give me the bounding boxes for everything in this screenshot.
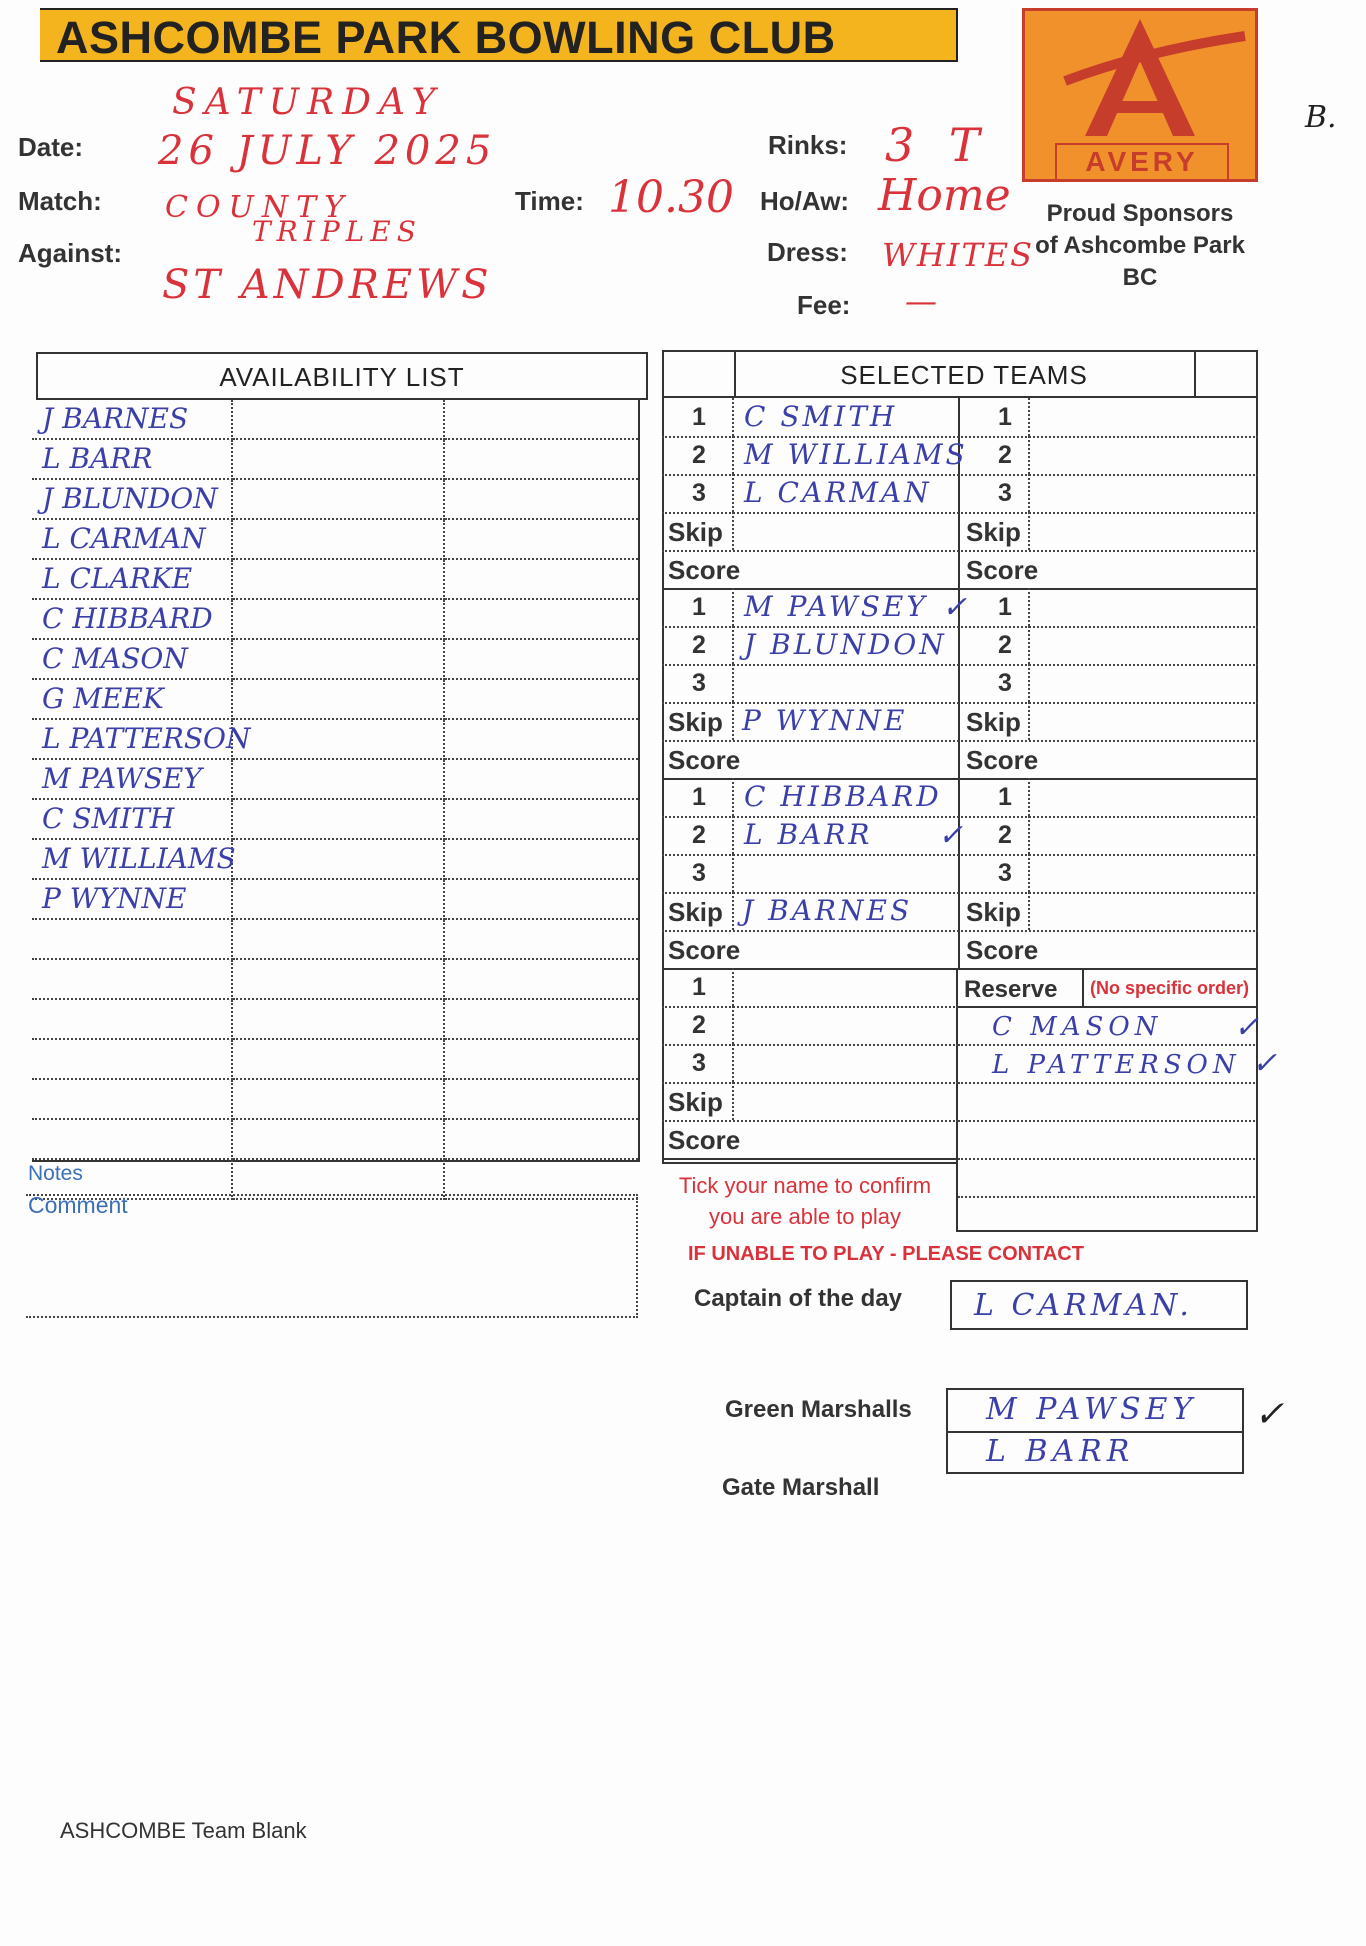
- selected-title: SELECTED TEAMS: [840, 360, 1088, 390]
- availability-row: [32, 839, 638, 879]
- selected-player[interactable]: C SMITH: [744, 400, 898, 433]
- sponsor-line-2: of Ashcombe Park: [1035, 232, 1245, 259]
- availability-cell[interactable]: [32, 519, 232, 559]
- availability-cell[interactable]: [232, 879, 444, 919]
- player-number: 2: [998, 821, 1012, 849]
- availability-row: [32, 679, 638, 719]
- sponsor-line-1: Proud Sponsors: [1046, 200, 1234, 227]
- sponsor-line-3: BC: [1122, 264, 1158, 291]
- tick-mark-icon: ✓: [1252, 1046, 1278, 1081]
- date-label: Date:: [18, 132, 84, 162]
- availability-row: [32, 559, 638, 599]
- availability-cell[interactable]: [444, 1079, 638, 1119]
- score-label: Score: [966, 745, 1039, 775]
- match-label: Match:: [18, 186, 102, 216]
- avery-logo: [1022, 8, 1258, 182]
- availability-row: [32, 959, 638, 999]
- availability-cell[interactable]: [444, 439, 638, 479]
- availability-cell[interactable]: [32, 919, 232, 959]
- availability-cell[interactable]: [32, 1119, 232, 1159]
- availability-row: [32, 999, 638, 1039]
- availability-cell[interactable]: [444, 559, 638, 599]
- availability-cell[interactable]: [444, 519, 638, 559]
- availability-cell[interactable]: [232, 839, 444, 879]
- availability-cell[interactable]: [232, 679, 444, 719]
- availability-cell[interactable]: [32, 400, 232, 439]
- availability-cell[interactable]: [32, 879, 232, 919]
- availability-cell[interactable]: [444, 879, 638, 919]
- selected-player[interactable]: C HIBBARD: [744, 780, 942, 813]
- dress-label: Dress:: [767, 237, 848, 267]
- selected-player[interactable]: J BARNES: [742, 894, 913, 927]
- availability-cell[interactable]: [444, 1039, 638, 1079]
- tick-mark-icon: ✓: [942, 590, 968, 625]
- availability-list: [32, 400, 640, 1162]
- tick-instruction: [660, 1170, 950, 1232]
- green-marshalls-box: [946, 1388, 1244, 1474]
- availability-cell[interactable]: [32, 1079, 232, 1119]
- selected-player[interactable]: M PAWSEY: [744, 590, 928, 623]
- availability-cell[interactable]: [444, 400, 638, 439]
- availability-name: L BARR: [42, 442, 153, 475]
- reserve-note: (No specific order): [1090, 978, 1250, 998]
- availability-cell[interactable]: [32, 799, 232, 839]
- availability-name: C MASON: [42, 642, 188, 675]
- availability-name: M WILLIAMS: [42, 842, 236, 875]
- availability-cell[interactable]: [32, 719, 251, 759]
- selected-player[interactable]: P WYNNE: [742, 704, 908, 737]
- availability-row: [32, 1039, 638, 1079]
- player-number: 3: [998, 669, 1012, 697]
- against-value: ST ANDREWS: [162, 262, 493, 308]
- dress-value: WHITES: [882, 236, 1035, 274]
- availability-cell[interactable]: [32, 1039, 232, 1079]
- skip-label: Skip: [966, 707, 1021, 737]
- availability-name: C SMITH: [42, 802, 175, 835]
- availability-cell[interactable]: [444, 839, 638, 879]
- availability-cell[interactable]: [444, 999, 638, 1039]
- player-number: 1: [998, 783, 1012, 811]
- green-marshall-tick-icon: ✓: [1254, 1394, 1285, 1435]
- score-label: Score: [668, 1125, 741, 1155]
- corner-mark: B.: [1305, 100, 1337, 135]
- club-title-banner: [40, 8, 958, 62]
- skip-label: Skip: [966, 517, 1021, 547]
- availability-cell[interactable]: [32, 999, 232, 1039]
- match-value-line1: COUNTY: [165, 190, 352, 225]
- availability-cell[interactable]: [32, 439, 232, 479]
- green-marshalls-label: Green Marshalls: [725, 1396, 912, 1423]
- availability-row: [32, 519, 638, 559]
- availability-title: AVAILABILITY LIST: [219, 362, 465, 392]
- date-value: 26 JULY 2025: [158, 128, 497, 174]
- availability-cell[interactable]: [232, 400, 444, 439]
- player-number: 3: [692, 479, 706, 507]
- skip-label: Skip: [668, 707, 723, 737]
- match-value-line2: TRIPLES: [252, 215, 422, 248]
- availability-cell[interactable]: [232, 599, 444, 639]
- availability-cell[interactable]: [232, 1159, 444, 1199]
- skip-label: Skip: [668, 517, 723, 547]
- score-label: Score: [668, 555, 741, 585]
- availability-cell[interactable]: [232, 479, 444, 519]
- player-number: 3: [692, 859, 706, 887]
- comment-box[interactable]: [26, 1194, 638, 1318]
- availability-cell[interactable]: [32, 759, 232, 799]
- availability-row: [32, 639, 638, 679]
- green-marshall-1: M PAWSEY: [986, 1392, 1198, 1427]
- fee-value: —: [905, 282, 937, 320]
- player-number: 2: [692, 1011, 706, 1039]
- availability-cell[interactable]: [232, 639, 444, 679]
- player-number: 1: [692, 593, 706, 621]
- availability-row: [32, 400, 638, 439]
- availability-cell[interactable]: [232, 559, 444, 599]
- selected-teams: [662, 350, 1278, 1162]
- availability-name: G MEEK: [42, 682, 164, 715]
- availability-header: [36, 352, 648, 400]
- availability-row: [32, 879, 638, 919]
- availability-cell[interactable]: [444, 679, 638, 719]
- notes-label: Notes: [28, 1162, 83, 1185]
- player-number: 1: [998, 403, 1012, 431]
- availability-name: M PAWSEY: [42, 762, 202, 795]
- availability-cell[interactable]: [444, 799, 638, 839]
- availability-cell[interactable]: [444, 919, 638, 959]
- score-label: Score: [668, 935, 741, 965]
- availability-cell[interactable]: [444, 639, 638, 679]
- availability-cell[interactable]: [444, 959, 638, 999]
- availability-cell[interactable]: [232, 1039, 444, 1079]
- player-number: 2: [998, 631, 1012, 659]
- availability-cell[interactable]: [32, 679, 232, 719]
- selected-player[interactable]: M WILLIAMS: [744, 438, 968, 471]
- availability-cell[interactable]: [444, 719, 638, 759]
- availability-name: J BLUNDON: [42, 482, 218, 515]
- sponsor-text: [1022, 198, 1258, 294]
- availability-cell[interactable]: [32, 959, 232, 999]
- availability-cell[interactable]: [232, 1079, 444, 1119]
- reserve-player[interactable]: C MASON: [992, 1012, 1163, 1042]
- availability-cell[interactable]: [232, 799, 444, 839]
- player-number: 3: [692, 1049, 706, 1077]
- availability-name: L CLARKE: [42, 562, 193, 595]
- tick-mark-icon: ✓: [1234, 1010, 1260, 1045]
- availability-cell[interactable]: [232, 919, 444, 959]
- logo-word: AVERY: [1055, 143, 1229, 181]
- skip-label: Skip: [668, 897, 723, 927]
- availability-cell[interactable]: [232, 1119, 444, 1159]
- player-number: 3: [998, 859, 1012, 887]
- availability-cell[interactable]: [232, 759, 444, 799]
- player-number: 1: [692, 973, 706, 1001]
- skip-label: Skip: [966, 897, 1021, 927]
- availability-row: [32, 479, 638, 519]
- availability-row: [32, 1079, 638, 1119]
- player-number: 1: [998, 593, 1012, 621]
- hoaw-value: Home: [878, 170, 1011, 221]
- score-label: Score: [668, 745, 741, 775]
- player-number: 2: [692, 821, 706, 849]
- availability-cell[interactable]: [32, 479, 232, 519]
- availability-name: C HIBBARD: [42, 602, 213, 635]
- fee-label: Fee:: [797, 290, 851, 320]
- tick-instruction-line1: Tick your name to confirm: [678, 1173, 932, 1198]
- player-number: 3: [692, 669, 706, 697]
- availability-row: [32, 439, 638, 479]
- contact-instruction: IF UNABLE TO PLAY - PLEASE CONTACT: [688, 1243, 1084, 1265]
- availability-cell[interactable]: [32, 639, 232, 679]
- captain-box: [950, 1280, 1248, 1330]
- player-number: 3: [998, 479, 1012, 507]
- availability-cell[interactable]: [444, 479, 638, 519]
- player-number: 2: [692, 441, 706, 469]
- captain-label: Captain of the day: [694, 1285, 903, 1312]
- availability-cell[interactable]: [232, 439, 444, 479]
- rinks-value: 3 T: [885, 118, 990, 172]
- player-number: 1: [692, 403, 706, 431]
- rinks-label: Rinks:: [768, 130, 848, 160]
- availability-cell[interactable]: [232, 999, 444, 1039]
- availability-cell[interactable]: [232, 519, 444, 559]
- availability-cell[interactable]: [444, 759, 638, 799]
- availability-row: [32, 1119, 638, 1159]
- score-label: Score: [966, 935, 1039, 965]
- selected-player[interactable]: L CARMAN: [744, 476, 932, 509]
- selected-header: [662, 350, 1258, 398]
- availability-row: [32, 759, 638, 799]
- availability-row: [32, 719, 638, 759]
- avery-a-icon: [1025, 11, 1255, 141]
- availability-name: L CARMAN: [42, 522, 206, 555]
- availability-name: P WYNNE: [42, 882, 187, 915]
- club-title: ASHCOMBE PARK BOWLING CLUB: [56, 12, 836, 63]
- date-value-day: SATURDAY: [172, 82, 444, 123]
- availability-name: L PATTERSON: [42, 722, 251, 755]
- against-label: Against:: [18, 238, 122, 268]
- selected-player[interactable]: L BARR: [744, 818, 873, 851]
- tick-mark-icon: ✓: [938, 818, 964, 853]
- tick-instruction-line2: you are able to play: [708, 1204, 902, 1229]
- selected-player[interactable]: J BLUNDON: [744, 628, 947, 661]
- availability-cell[interactable]: [232, 719, 444, 759]
- captain-value: L CARMAN.: [974, 1288, 1193, 1323]
- availability-row: [32, 799, 638, 839]
- availability-cell[interactable]: [444, 599, 638, 639]
- player-number: 2: [692, 631, 706, 659]
- player-number: 1: [692, 783, 706, 811]
- score-label: Score: [966, 555, 1039, 585]
- availability-cell[interactable]: [444, 1119, 638, 1159]
- availability-cell[interactable]: [32, 839, 236, 879]
- gate-marshall-label: Gate Marshall: [722, 1474, 880, 1501]
- reserve-player[interactable]: L PATTERSON: [992, 1050, 1241, 1080]
- availability-name: J BARNES: [42, 402, 189, 435]
- time-value: 10.30: [608, 172, 734, 223]
- availability-row: [32, 919, 638, 959]
- availability-cell[interactable]: [32, 599, 232, 639]
- player-number: 2: [998, 441, 1012, 469]
- time-label: Time:: [515, 186, 584, 216]
- availability-cell[interactable]: [232, 959, 444, 999]
- availability-cell[interactable]: [32, 559, 232, 599]
- availability-cell[interactable]: [444, 1159, 638, 1199]
- reserve-label: Reserve: [964, 976, 1058, 1003]
- green-marshall-2: L BARR: [986, 1434, 1135, 1469]
- availability-row: [32, 599, 638, 639]
- skip-label: Skip: [668, 1087, 723, 1117]
- comment-label: Comment: [28, 1192, 128, 1218]
- footer-text: ASHCOMBE Team Blank: [60, 1818, 307, 1843]
- hoaw-label: Ho/Aw:: [760, 186, 850, 216]
